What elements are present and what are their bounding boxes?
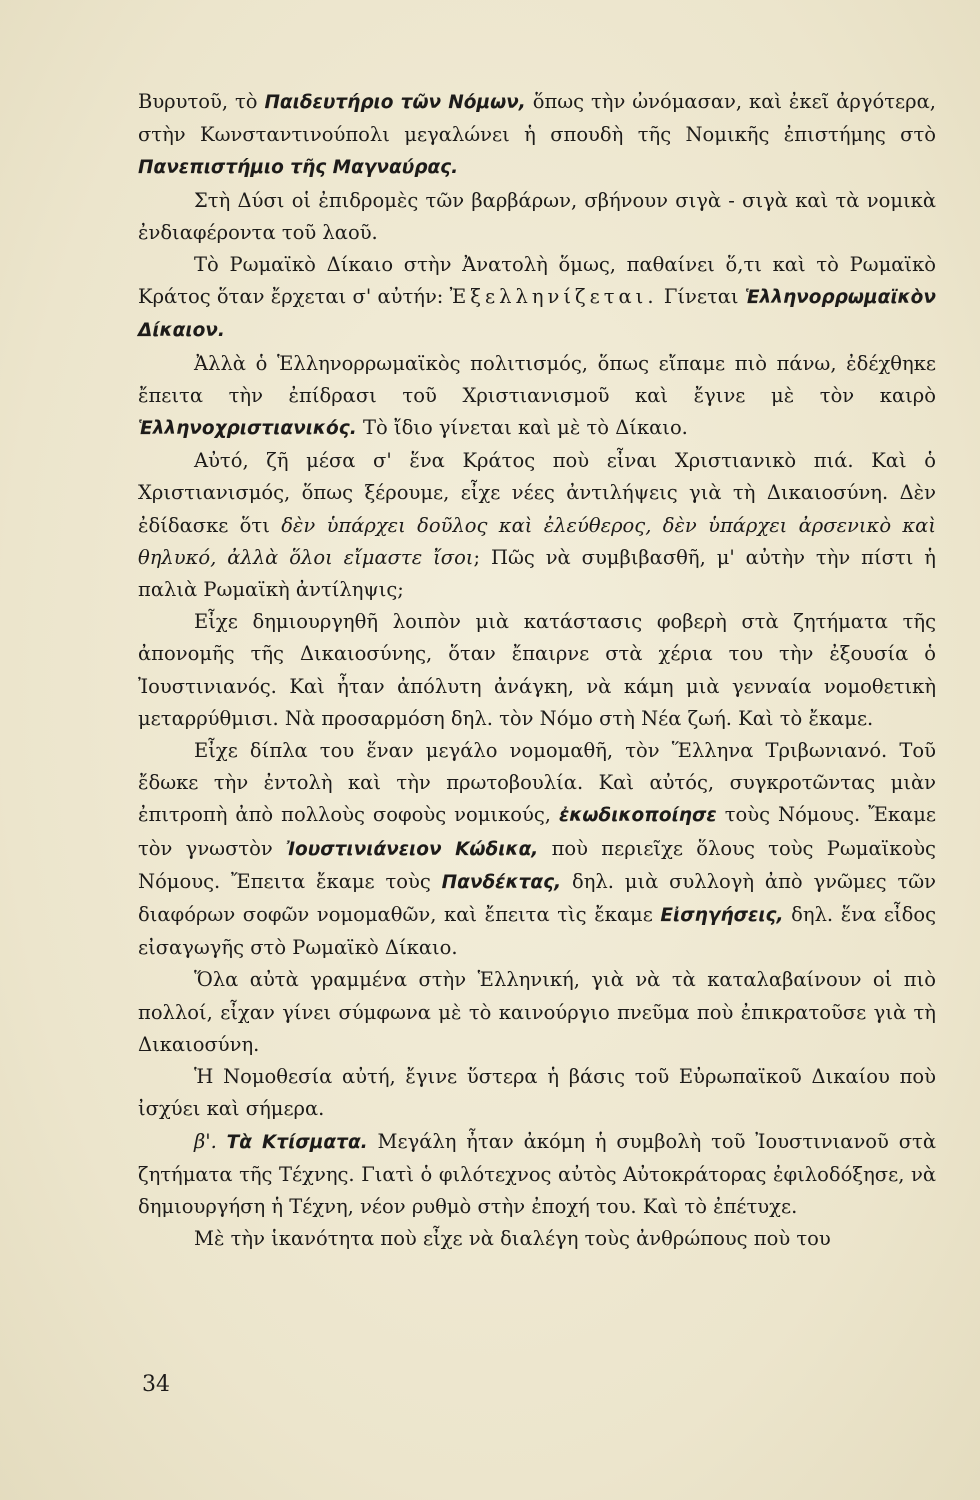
text-run: Μὲ τὴν ἱκανότητα ποὺ εἶχε νὰ διαλέγη τοὺς ἀνθρώπους ποὺ του	[194, 1227, 831, 1251]
paragraph	[138, 1061, 936, 1125]
paragraph	[138, 1126, 936, 1224]
paragraph	[138, 348, 936, 446]
paragraph	[138, 606, 936, 735]
text-run: Γίνεται	[657, 285, 745, 309]
emphasis-text: Ἑλληνορρωμαϊκὸν Δίκαιον.	[138, 287, 936, 342]
paragraph	[138, 1223, 936, 1255]
emphasis-text: Εἰσηγήσεις,	[660, 905, 784, 927]
emphasis-text: δὲν ὑπάρχει δοῦλος καὶ ἐλεύθερος, δὲν ὑπάρχει ἀρσενικὸ καὶ θηλυκό, ἀλλὰ ὅλοι εἴμαστε ἴσοι	[138, 513, 936, 569]
text-run: ποὺ περιεῖχε ὅλους τοὺς Ρωμαϊκοὺς Νόμους. Ἔπειτα ἔκαμε τοὺς	[138, 836, 936, 893]
emphasis-text: Πανδέκτας,	[441, 871, 562, 893]
text-run: δηλ. μιὰ συλλογὴ ἀπὸ γνῶμες τῶν διαφόρων σοφῶν νομομαθῶν, καὶ ἔπειτα τὶς ἔκαμε	[138, 869, 936, 927]
text-run: Αὐτό, ζῆ μέσα σ' ἕνα Κράτος ποὺ εἶναι Χριστιανικὸ πιά. Καὶ ὁ Χριστιανισμός, ὅπως ξέρουμε, εἶχε νέες ἀντιλήψεις γιὰ τὴ Δικαιοσύνη. Δὲν ἐδίδασκε ὅτι	[138, 449, 936, 537]
paragraph	[138, 249, 936, 348]
text-run: Βυρυτοῦ, τὸ	[138, 90, 265, 113]
emphasis-text: β'.	[194, 1129, 227, 1153]
emphasis-text: Ἐξελληνίζεται.	[449, 285, 658, 309]
text-run: Τὸ ἴδιο γίνεται καὶ μὲ τὸ Δίκαιο.	[356, 416, 688, 440]
text-run: Ὅλα αὐτὰ γραμμένα στὴν Ἑλληνική, γιὰ νὰ τὰ καταλαβαίνουν οἱ πιὸ πολλοί, εἶχαν γίνει σύμφωνα μὲ τὸ καινούργιο πνεῦμα ποὺ ἐπικρατοῦσε γιὰ τὴ Δικαιοσύνη.	[138, 968, 936, 1056]
emphasis-text: Πανεπιστήμιο τῆς Μαγναύρας.	[138, 157, 459, 179]
text-run: Εἶχε δημιουργηθῆ λοιπὸν μιὰ κατάστασις φοβερὴ στὰ ζητήματα τῆς ἀπονομῆς τῆς Δικαιοσύνης, ὅταν ἔπαιρνε στὰ χέρια του τὴν ἐξουσία ὁ Ἰουστινιανός. Καὶ ἦταν ἀπόλυτη ἀνάγκη, νὰ κάμη μιὰ γενναία νομοθετικὴ μεταρρύθμισι. Νὰ προσαρμόση δηλ. τὸν Νόμο στὴ Νέα ζωή. Καὶ τὸ ἔκαμε.	[138, 610, 936, 730]
paragraph	[138, 735, 936, 964]
emphasis-text: Παιδευτήριο τῶν Νόμων,	[264, 92, 526, 113]
text-run: Ἡ Νομοθεσία αὐτή, ἔγινε ὕστερα ἡ βάσις τοῦ Εὐρωπαϊκοῦ Δικαίου ποὺ ἰσχύει καὶ σήμερα.	[138, 1065, 936, 1121]
text-run: ; Πῶς νὰ συμβιβασθῆ, μ' αὐτὴν τὴν πίστι ἡ παλιὰ Ρωμαϊκὴ ἀντίληψις;	[138, 545, 936, 602]
text-run: Στὴ Δύσι οἱ ἐπιδρομὲς τῶν βαρβάρων, σβήνουν σιγὰ - σιγὰ καὶ τὰ νομικὰ ἐνδιαφέροντα τοῦ λαοῦ.	[138, 188, 936, 244]
paragraph	[138, 445, 936, 606]
text-run: τοὺς Νόμους. Ἔκαμε τὸν γνωστὸν	[138, 803, 936, 860]
paragraph	[138, 964, 936, 1061]
text-run: Εἶχε δίπλα του ἕναν μεγάλο νομομαθῆ, τὸν Ἕλληνα Τριβωνιανό. Τοῦ ἔδωκε τὴν ἐντολὴ καὶ τὴν πρωτοβουλία. Καὶ αὐτός, συγκροτῶντας μιὰν ἐπιτροπὴ ἀπὸ πολλοὺς σοφοὺς νομικούς,	[138, 739, 936, 827]
page-number: 34	[142, 1372, 170, 1397]
body-text	[138, 86, 936, 1255]
text-run: ὅπως τὴν ὠνόμασαν, καὶ ἐκεῖ ἀργότερα, στὴν Κωνσταντινούπολι μεγαλώνει ἡ σπουδὴ τῆς Νομικῆς ἐπιστήμης στὸ	[138, 90, 936, 147]
emphasis-text: Ἑλληνοχριστιανικός.	[138, 418, 357, 440]
paragraph	[138, 185, 936, 249]
text-run: Τὸ Ρωμαϊκὸ Δίκαιο στὴν Ἀνατολὴ ὅμως, παθαίνει ὅ,τι καὶ τὸ Ρωμαϊκὸ Κράτος ὅταν ἔρχεται σ' αὐτήν:	[138, 253, 936, 309]
text-run: Μεγάλη ἦταν ἀκόμη ἡ συμβολὴ τοῦ Ἰουστινιανοῦ στὰ ζητήματα τῆς Τέχνης. Γιατὶ ὁ φιλότεχνος αὐτὸς Αὐτοκράτορας ἐφιλοδόξησε, νὰ δημιουργήση ἡ Τέχνη, νέον ρυθμὸ στὴν ἐποχή του. Καὶ τὸ ἐπέτυχε.	[138, 1129, 936, 1218]
emphasis-text: Ἰουστινιάνειον Κώδικα,	[286, 838, 539, 860]
emphasis-text: ἐκωδικοποίησε	[558, 805, 717, 827]
emphasis-text: Τὰ Κτίσματα.	[226, 1131, 368, 1153]
text-run: δηλ. ἕνα εἶδος εἰσαγωγῆς στὸ Ρωμαϊκὸ Δίκαιο.	[138, 903, 936, 960]
text-run: Ἀλλὰ ὁ Ἑλληνορρωμαϊκὸς πολιτισμός, ὅπως εἴπαμε πιὸ πάνω, ἐδέχθηκε ἔπειτα τὴν ἐπίδρασι τοῦ Χριστιανισμοῦ καὶ ἔγινε μὲ τὸν καιρὸ	[138, 351, 936, 407]
paragraph	[138, 86, 936, 185]
